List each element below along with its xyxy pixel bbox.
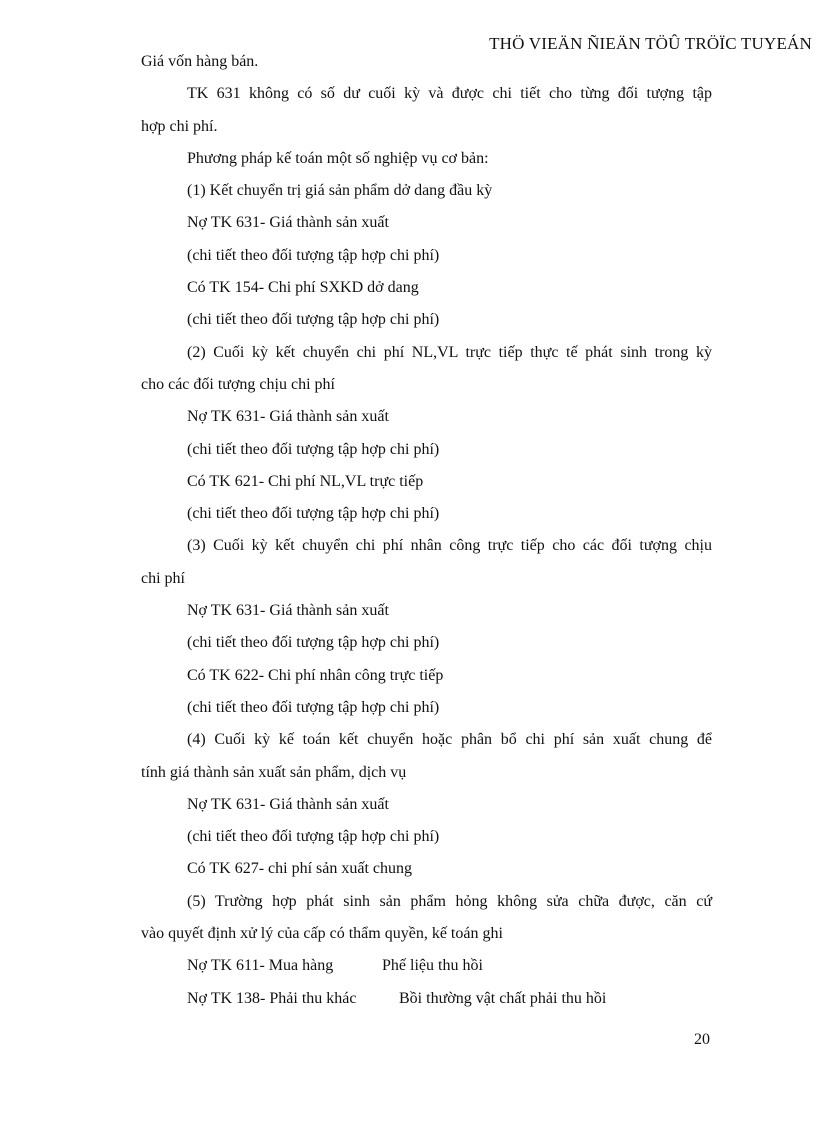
- credit-entry: Có TK 627- chi phí sản xuất chung: [187, 860, 413, 878]
- text-line: Giá vốn hàng bán.: [141, 53, 259, 70]
- paragraph-line: TK 631 không có số dư cuối kỳ và được chi tiết cho từng đối tượng tập: [187, 85, 712, 103]
- debit-entry: Nợ TK 631- Giá thành sản xuất: [187, 214, 389, 232]
- detail-note: (chi tiết theo đối tượng tập hợp chi phí): [187, 311, 440, 329]
- detail-note: (chi tiết theo đối tượng tập hợp chi phí): [187, 440, 440, 458]
- debit-entry: Nợ TK 631- Giá thành sản xuất: [187, 602, 389, 620]
- credit-entry: Có TK 622- Chi phí nhân công trực tiếp: [187, 666, 444, 684]
- text-line: chi phí: [141, 569, 185, 587]
- debit-entry: Nợ TK 631- Giá thành sản xuất: [187, 408, 389, 426]
- text-line: cho các đối tượng chịu chi phí: [141, 375, 335, 393]
- header-text: THÖ VIEÄN ÑIEÄN TÖÛ TRÖÏC TUYEÁN: [489, 34, 812, 53]
- debit-entry-row: [141, 950, 712, 982]
- document-body: [141, 46, 712, 1015]
- paragraph-line: (3) Cuối kỳ kết chuyển chi phí nhân công trực tiếp cho các đối tượng chịu: [187, 537, 712, 555]
- debit-entry-row: [141, 983, 712, 1015]
- detail-note: (chi tiết theo đối tượng tập hợp chi phí): [187, 698, 440, 716]
- text-line: vào quyết định xử lý của cấp có thẩm quyền, kế toán ghi: [141, 925, 503, 943]
- credit-entry: Có TK 621- Chi phí NL,VL trực tiếp: [187, 472, 424, 490]
- credit-entry: Có TK 154- Chi phí SXKD dở dang: [187, 279, 419, 297]
- detail-note: (chi tiết theo đối tượng tập hợp chi phí): [187, 246, 440, 264]
- detail-note: (chi tiết theo đối tượng tập hợp chi phí): [187, 634, 440, 652]
- text-line: Phương pháp kế toán một số nghiệp vụ cơ bản:: [187, 149, 489, 167]
- account-label: Nợ TK 138- Phải thu khác: [187, 989, 357, 1007]
- page-number: 20: [694, 1031, 710, 1048]
- account-label: Nợ TK 611- Mua hàng: [187, 957, 334, 975]
- paragraph-line: (4) Cuối kỳ kế toán kết chuyển hoặc phân bổ chi phí sản xuất chung để: [187, 731, 712, 749]
- paragraph-line: (2) Cuối kỳ kết chuyển chi phí NL,VL trực tiếp thực tế phát sinh trong kỳ: [187, 343, 712, 361]
- text-line: hợp chi phí.: [141, 117, 218, 135]
- detail-note: (chi tiết theo đối tượng tập hợp chi phí): [187, 828, 440, 846]
- paragraph-line: (5) Trường hợp phát sinh sản phẩm hỏng không sửa chữa được, căn cứ: [187, 892, 712, 910]
- account-description: Bồi thường vật chất phải thu hồi: [399, 989, 607, 1007]
- debit-entry: Nợ TK 631- Giá thành sản xuất: [187, 795, 389, 813]
- detail-note: (chi tiết theo đối tượng tập hợp chi phí): [187, 505, 440, 523]
- text-line: tính giá thành sản xuất sản phẩm, dịch vụ: [141, 763, 407, 781]
- text-line: (1) Kết chuyển trị giá sản phẩm dở dang đầu kỳ: [187, 182, 493, 200]
- account-description: Phế liệu thu hồi: [382, 957, 483, 975]
